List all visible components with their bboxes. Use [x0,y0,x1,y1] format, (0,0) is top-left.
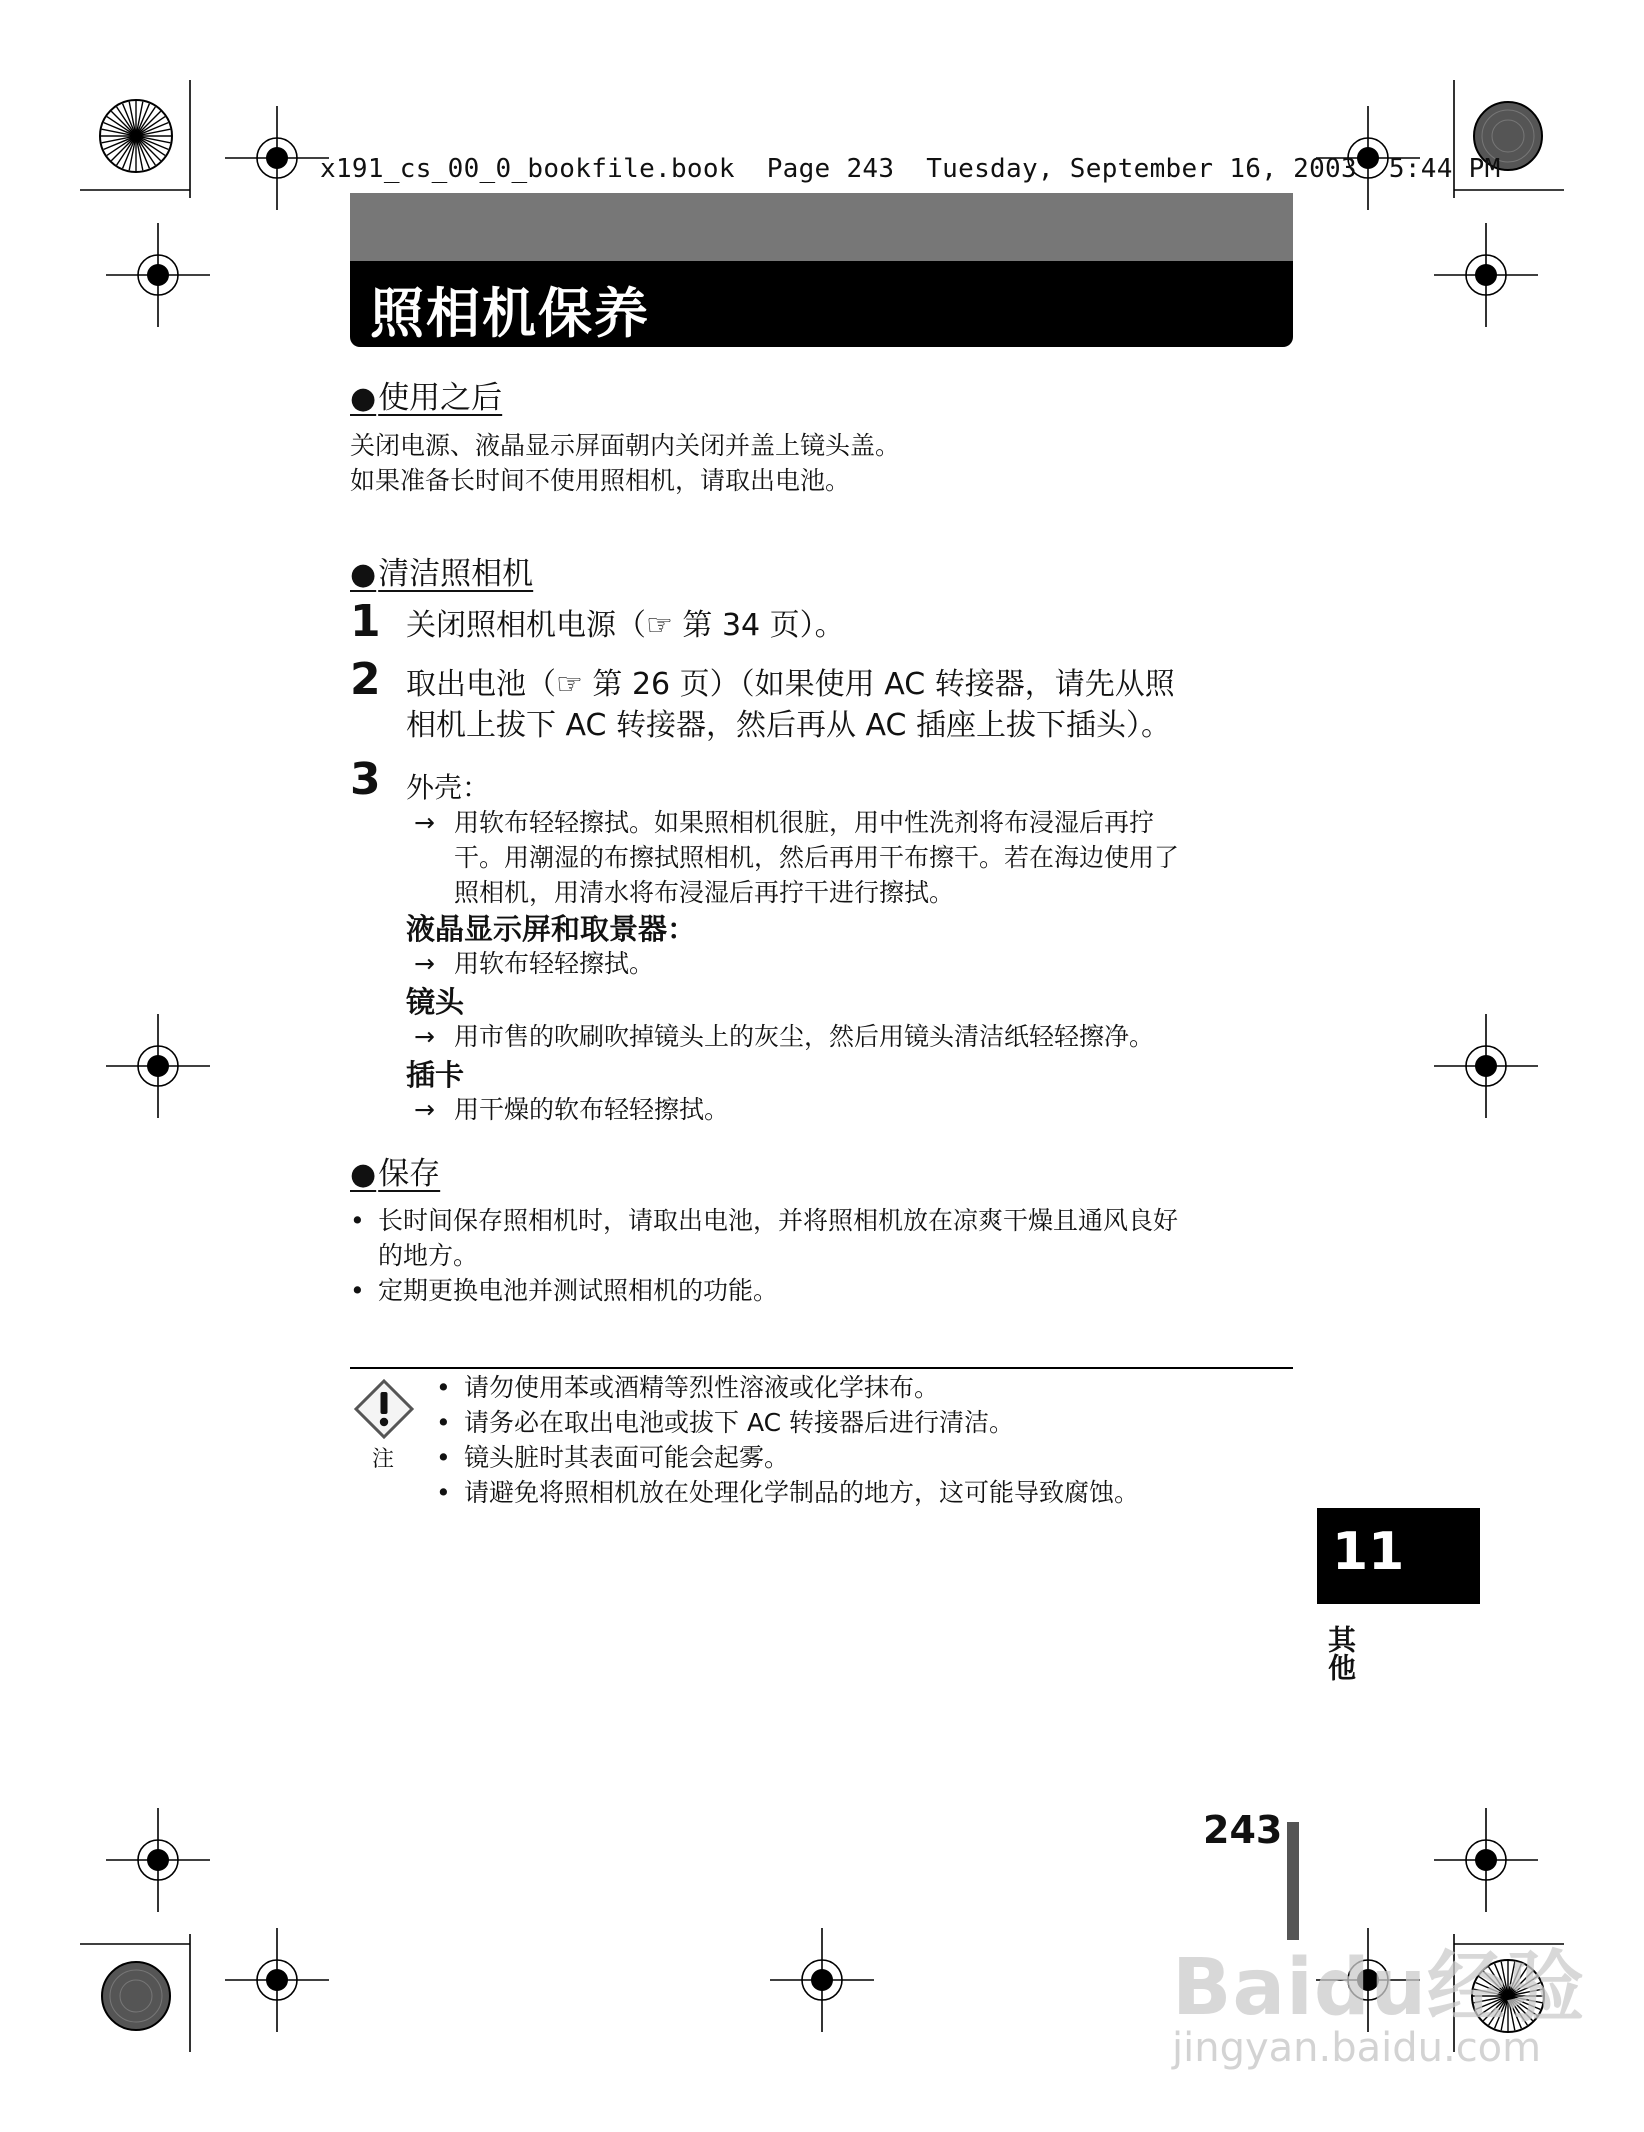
step-number: 2 [350,654,381,705]
bullet-dot: ● [350,381,377,416]
sub-heading-lens: 镜头 [406,985,465,1019]
title-band-top [350,193,1293,261]
cleaning-item-card: → 用干燥的软布轻轻擦拭。 [414,1092,729,1127]
watermark-url: jingyan.baidu.com [1172,2025,1542,2071]
arrow-icon: → [414,1095,435,1124]
step-text: 外壳： [406,771,491,804]
page-number-bar [1287,1822,1299,1940]
note-list [436,1370,1139,1510]
list-item: • 定期更换电池并测试照相机的功能。 [350,1276,779,1305]
note-label: 注 [372,1447,395,1472]
section-heading-cleaning: ●清洁照相机 [350,556,534,592]
list-item: • 请务必在取出电池或拔下 AC 转接器后进行清洁。 [436,1408,1015,1437]
list-item: • 请勿使用苯或酒精等烈性溶液或化学抹布。 [436,1373,940,1402]
watermark-brand: Baidu经验 [1172,1943,1586,2033]
section-heading-after-use: ●使用之后 [350,380,503,416]
caution-icon [353,1378,415,1440]
chapter-label: 其他 [1324,1625,1357,1681]
list-item: • 请避免将照相机放在处理化学制品的地方，这可能导致腐蚀。 [436,1478,1140,1507]
section-heading-storage: ●保存 [350,1156,441,1192]
page-title: 照相机保养 [370,282,650,345]
sub-heading-lcd: 液晶显示屏和取景器： [406,912,697,946]
list-item: • 镜头脏时其表面可能会起雾。 [436,1443,790,1472]
step-text: 关闭照相机电源（☞ 第 34 页）。 [406,608,845,643]
bullet-dot: ● [350,1157,377,1192]
arrow-icon: → [414,808,435,837]
note-divider [350,1367,1293,1369]
list-item: • 长时间保存照相机时，请取出电池，并将照相机放在凉爽干燥且通风良好 [350,1206,1179,1235]
page-number: 243 [1203,1808,1283,1852]
after-use-text: 关闭电源、液晶显示屏面朝内关闭并盖上镜头盖。 如果准备长时间不使用照相机，请取出电池。 [350,431,901,495]
cleaning-item-lens: → 用市售的吹刷吹掉镜头上的灰尘，然后用镜头清洁纸轻轻擦净。 [414,1019,1154,1054]
storage-list: • 长时间保存照相机时，请取出电池，并将照相机放在凉爽干燥且通风良好 的地方。 • 定期更换电池并测试照相机的功能。 [350,1203,1178,1308]
sub-heading-card: 插卡 [406,1058,465,1092]
step-number: 1 [350,596,381,647]
bullet-dot: ● [350,557,377,592]
arrow-icon: → [414,1022,435,1051]
print-header: x191_cs_00_0_bookfile.book Page 243 Tuesday, September 16, 2003 5:44 PM [320,154,1501,184]
cleaning-item-body: → 用软布轻轻擦拭。如果照相机很脏，用中性洗剂将布浸湿后再拧 干。用潮湿的布擦拭照相机，然后再用干布擦干。若在海边使用了 照相机，用清水将布浸湿后再拧干进行擦拭。 [414,805,1179,910]
step-text: 取出电池（☞ 第 26 页）（如果使用 AC 转接器，请先从照 相机上拔下 AC 转接器，然后再从 AC 插座上拔下插头）。 [406,667,1175,743]
cleaning-item-lcd: → 用软布轻轻擦拭。 [414,946,654,981]
step-number: 3 [350,754,381,805]
chapter-number: 11 [1332,1522,1405,1582]
arrow-icon: → [414,949,435,978]
